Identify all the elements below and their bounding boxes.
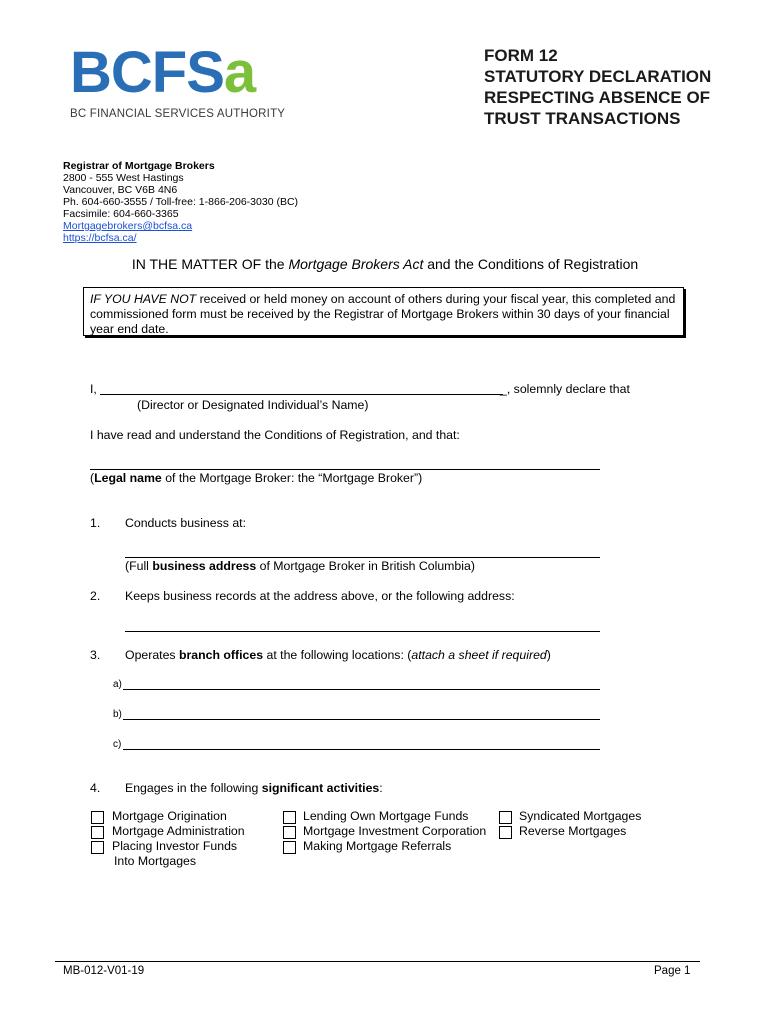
item1-text: Conducts business at:: [125, 516, 246, 530]
branch-a-field[interactable]: [123, 689, 600, 690]
option-syndicated-mortgages: Syndicated Mortgages: [519, 809, 642, 823]
logo-subtitle: BC FINANCIAL SERVICES AUTHORITY: [70, 108, 286, 120]
checkbox-mortgage-investment-corporation[interactable]: [283, 826, 296, 839]
branch-c-field[interactable]: [123, 749, 600, 750]
branch-b-field[interactable]: [123, 719, 600, 720]
option-mortgage-administration: Mortgage Administration: [112, 824, 245, 838]
page-number: Page 1: [654, 965, 691, 977]
checkbox-mortgage-origination[interactable]: [91, 811, 104, 824]
bcfsa-logo: BCFSa: [70, 40, 256, 105]
item2-text: Keeps business records at the address above, or the following address:: [125, 589, 515, 603]
business-address-caption: (Full business address of Mortgage Broker in British Columbia): [125, 559, 475, 573]
option-lending-own-funds: Lending Own Mortgage Funds: [303, 809, 469, 823]
declare-prefix: I,: [90, 382, 97, 396]
notice-box: IF YOU HAVE NOT received or held money on account of others during your fiscal year, this completed and commissioned form must be received by the Registrar of Mortgage Brokers within 30 days of your financial year end date.: [83, 287, 684, 336]
item2-number: 2.: [90, 589, 101, 603]
records-address-field[interactable]: [125, 631, 600, 632]
option-mortgage-origination: Mortgage Origination: [112, 809, 227, 823]
matter-heading: IN THE MATTER OF the Mortgage Brokers Act and the Conditions of Registration: [131, 256, 639, 272]
option-reverse-mortgages: Reverse Mortgages: [519, 824, 627, 838]
item3-number: 3.: [90, 648, 101, 662]
checkbox-making-mortgage-referrals[interactable]: [283, 841, 296, 854]
option-placing-investor-funds-cont: Into Mortgages: [114, 854, 197, 868]
website-link[interactable]: https://bcfsa.ca/: [63, 232, 137, 244]
legal-name-field[interactable]: [90, 469, 600, 470]
option-mortgage-investment-corporation: Mortgage Investment Corporation: [303, 824, 487, 838]
option-making-mortgage-referrals: Making Mortgage Referrals: [303, 839, 452, 853]
checkbox-placing-investor-funds[interactable]: [91, 841, 104, 854]
checkbox-reverse-mortgages[interactable]: [499, 826, 512, 839]
item3-text: Operates branch offices at the following locations: (attach a sheet if required): [125, 648, 551, 662]
branch-a-label: a): [113, 679, 122, 690]
email-link[interactable]: Mortgagebrokers@bcfsa.ca: [63, 220, 193, 232]
item1-number: 1.: [90, 516, 101, 530]
business-address-field[interactable]: [125, 557, 600, 558]
checkbox-lending-own-funds[interactable]: [283, 811, 296, 824]
declarant-name-field[interactable]: [100, 394, 503, 395]
item4-text: Engages in the following significant activities:: [125, 781, 383, 795]
read-statement: I have read and understand the Conditions of Registration, and that:: [90, 428, 460, 442]
legal-name-caption: (Legal name of the Mortgage Broker: the “Mortgage Broker”): [90, 471, 423, 485]
declarant-caption: (Director or Designated Individual’s Name): [137, 398, 369, 412]
branch-b-label: b): [113, 709, 122, 720]
checkbox-mortgage-administration[interactable]: [91, 826, 104, 839]
checkbox-syndicated-mortgages[interactable]: [499, 811, 512, 824]
option-placing-investor-funds: Placing Investor Funds: [112, 839, 238, 853]
branch-c-label: c): [113, 739, 122, 750]
form-code: MB-012-V01-19: [63, 965, 145, 977]
item4-number: 4.: [90, 781, 101, 795]
declare-suffix: _, solemnly declare that: [500, 382, 630, 396]
footer-divider: [55, 961, 700, 962]
registrar-address: Registrar of Mortgage Brokers 2800 - 555 West Hastings Vancouver, BC V6B 4N6 Ph. 604-660-3555 / Toll-free: 1-866-206-3030 (BC) Facsimile: 604-660-3365 Mortgagebrokers@bcfsa.ca https://bcfsa.ca/: [63, 160, 299, 244]
form-title: FORM 12 STATUTORY DECLARATION RESPECTING ABSENCE OF TRUST TRANSACTIONS: [484, 46, 712, 128]
